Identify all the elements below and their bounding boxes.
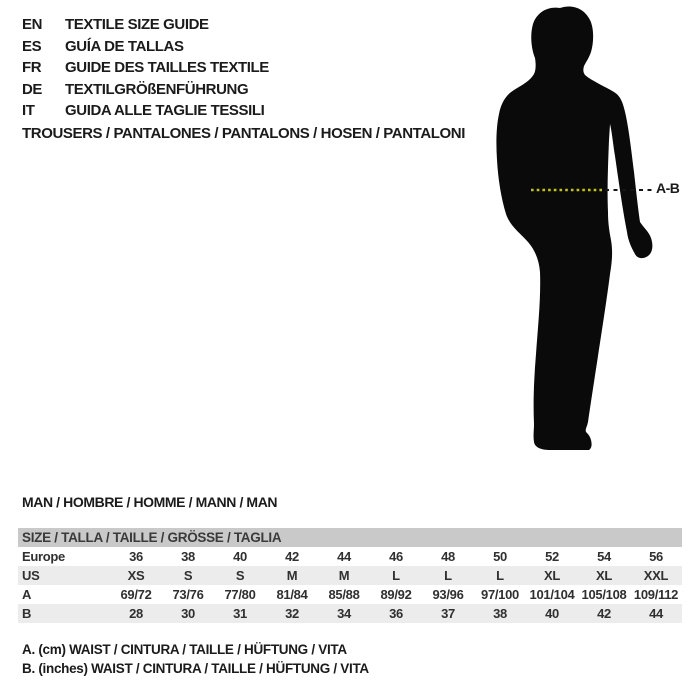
row-label: US <box>22 568 40 583</box>
lang-code: EN <box>22 16 43 33</box>
row-label: A <box>22 587 32 602</box>
language-list <box>22 14 269 122</box>
size-cell: 52 <box>545 549 559 564</box>
lang-row-de <box>22 79 269 101</box>
table-row-b-inches <box>18 604 682 623</box>
size-cell: 38 <box>493 606 507 621</box>
size-cell: M <box>338 568 350 583</box>
row-label: B <box>22 606 32 621</box>
man-silhouette-shape <box>496 7 652 451</box>
footnote-a: A. (cm) WAIST / CINTURA / TAILLE / HÜFTUNG / VITA <box>22 642 347 657</box>
size-cell: 36 <box>129 549 143 564</box>
gender-section-label: MAN / HOMBRE / HOMME / MANN / MAN <box>22 494 278 510</box>
size-cell: 40 <box>545 606 559 621</box>
waist-marker-label: A-B <box>656 180 680 196</box>
lang-title: TEXTILE SIZE GUIDE <box>65 16 209 33</box>
size-cell: 44 <box>649 606 663 621</box>
size-cell: 28 <box>129 606 143 621</box>
size-cell: M <box>286 568 298 583</box>
category-title: TROUSERS / PANTALONES / PANTALONS / HOSEN / PANTALONI <box>22 125 465 142</box>
size-cell: 46 <box>389 549 403 564</box>
size-cell: 54 <box>597 549 611 564</box>
lang-code: FR <box>22 59 42 76</box>
size-cell: 73/76 <box>172 587 204 602</box>
lang-title: GUÍA DE TALLAS <box>65 37 184 55</box>
lang-row-it <box>22 100 269 122</box>
size-cell: XL <box>543 568 560 583</box>
size-cell: 40 <box>233 549 247 564</box>
size-cell: 109/112 <box>633 587 679 602</box>
size-cell: 32 <box>285 606 299 621</box>
lang-code: ES <box>22 37 42 55</box>
lang-row-es <box>22 36 269 58</box>
size-cell: 93/96 <box>432 587 464 602</box>
size-cell: 38 <box>181 549 195 564</box>
size-cell: L <box>496 568 504 583</box>
size-cell: 101/104 <box>529 587 575 602</box>
footnote-b: B. (inches) WAIST / CINTURA / TAILLE / HÜFTUNG / VITA <box>22 660 369 676</box>
size-cell: 77/80 <box>224 587 256 602</box>
table-row-europe <box>18 547 682 566</box>
man-silhouette-figure <box>480 0 700 460</box>
size-table <box>18 528 682 623</box>
size-cell: 31 <box>233 606 247 621</box>
size-cell: 97/100 <box>481 587 519 602</box>
size-cell: 30 <box>181 606 195 621</box>
size-cell: 42 <box>597 606 611 621</box>
footnotes <box>22 641 369 678</box>
lang-code: DE <box>22 80 43 98</box>
size-cell: 50 <box>493 549 507 564</box>
lang-code: IT <box>22 102 35 119</box>
size-cell: 89/92 <box>380 587 412 602</box>
size-cell: L <box>444 568 452 583</box>
size-cell: 69/72 <box>120 587 152 602</box>
table-row-a-cm <box>18 585 682 604</box>
size-cell: 34 <box>337 606 351 621</box>
lang-row-en <box>22 14 269 36</box>
size-cell: XS <box>127 568 145 583</box>
size-cell: 56 <box>649 549 663 564</box>
lang-row-fr <box>22 57 269 79</box>
size-cell: 36 <box>389 606 403 621</box>
size-cell: 81/84 <box>276 587 308 602</box>
size-table-header: SIZE / TALLA / TAILLE / GRÖSSE / TAGLIA <box>18 528 682 547</box>
size-table-header-row <box>18 528 682 547</box>
lang-title: GUIDE DES TAILLES TEXTILE <box>65 59 269 76</box>
size-cell: 42 <box>285 549 299 564</box>
size-cell: 44 <box>337 549 351 564</box>
lang-title: GUIDA ALLE TAGLIE TESSILI <box>65 102 265 119</box>
row-label: Europe <box>22 549 65 564</box>
size-cell: S <box>183 568 193 583</box>
size-cell: L <box>392 568 400 583</box>
size-cell: XXL <box>643 568 669 583</box>
size-cell: 85/88 <box>328 587 360 602</box>
size-cell: 48 <box>441 549 455 564</box>
size-cell: S <box>235 568 245 583</box>
lang-title: TEXTILGRÖßENFÜHRUNG <box>65 80 249 98</box>
size-cell: 37 <box>441 606 455 621</box>
table-row-us <box>18 566 682 585</box>
size-cell: XL <box>595 568 612 583</box>
size-cell: 105/108 <box>581 587 627 602</box>
